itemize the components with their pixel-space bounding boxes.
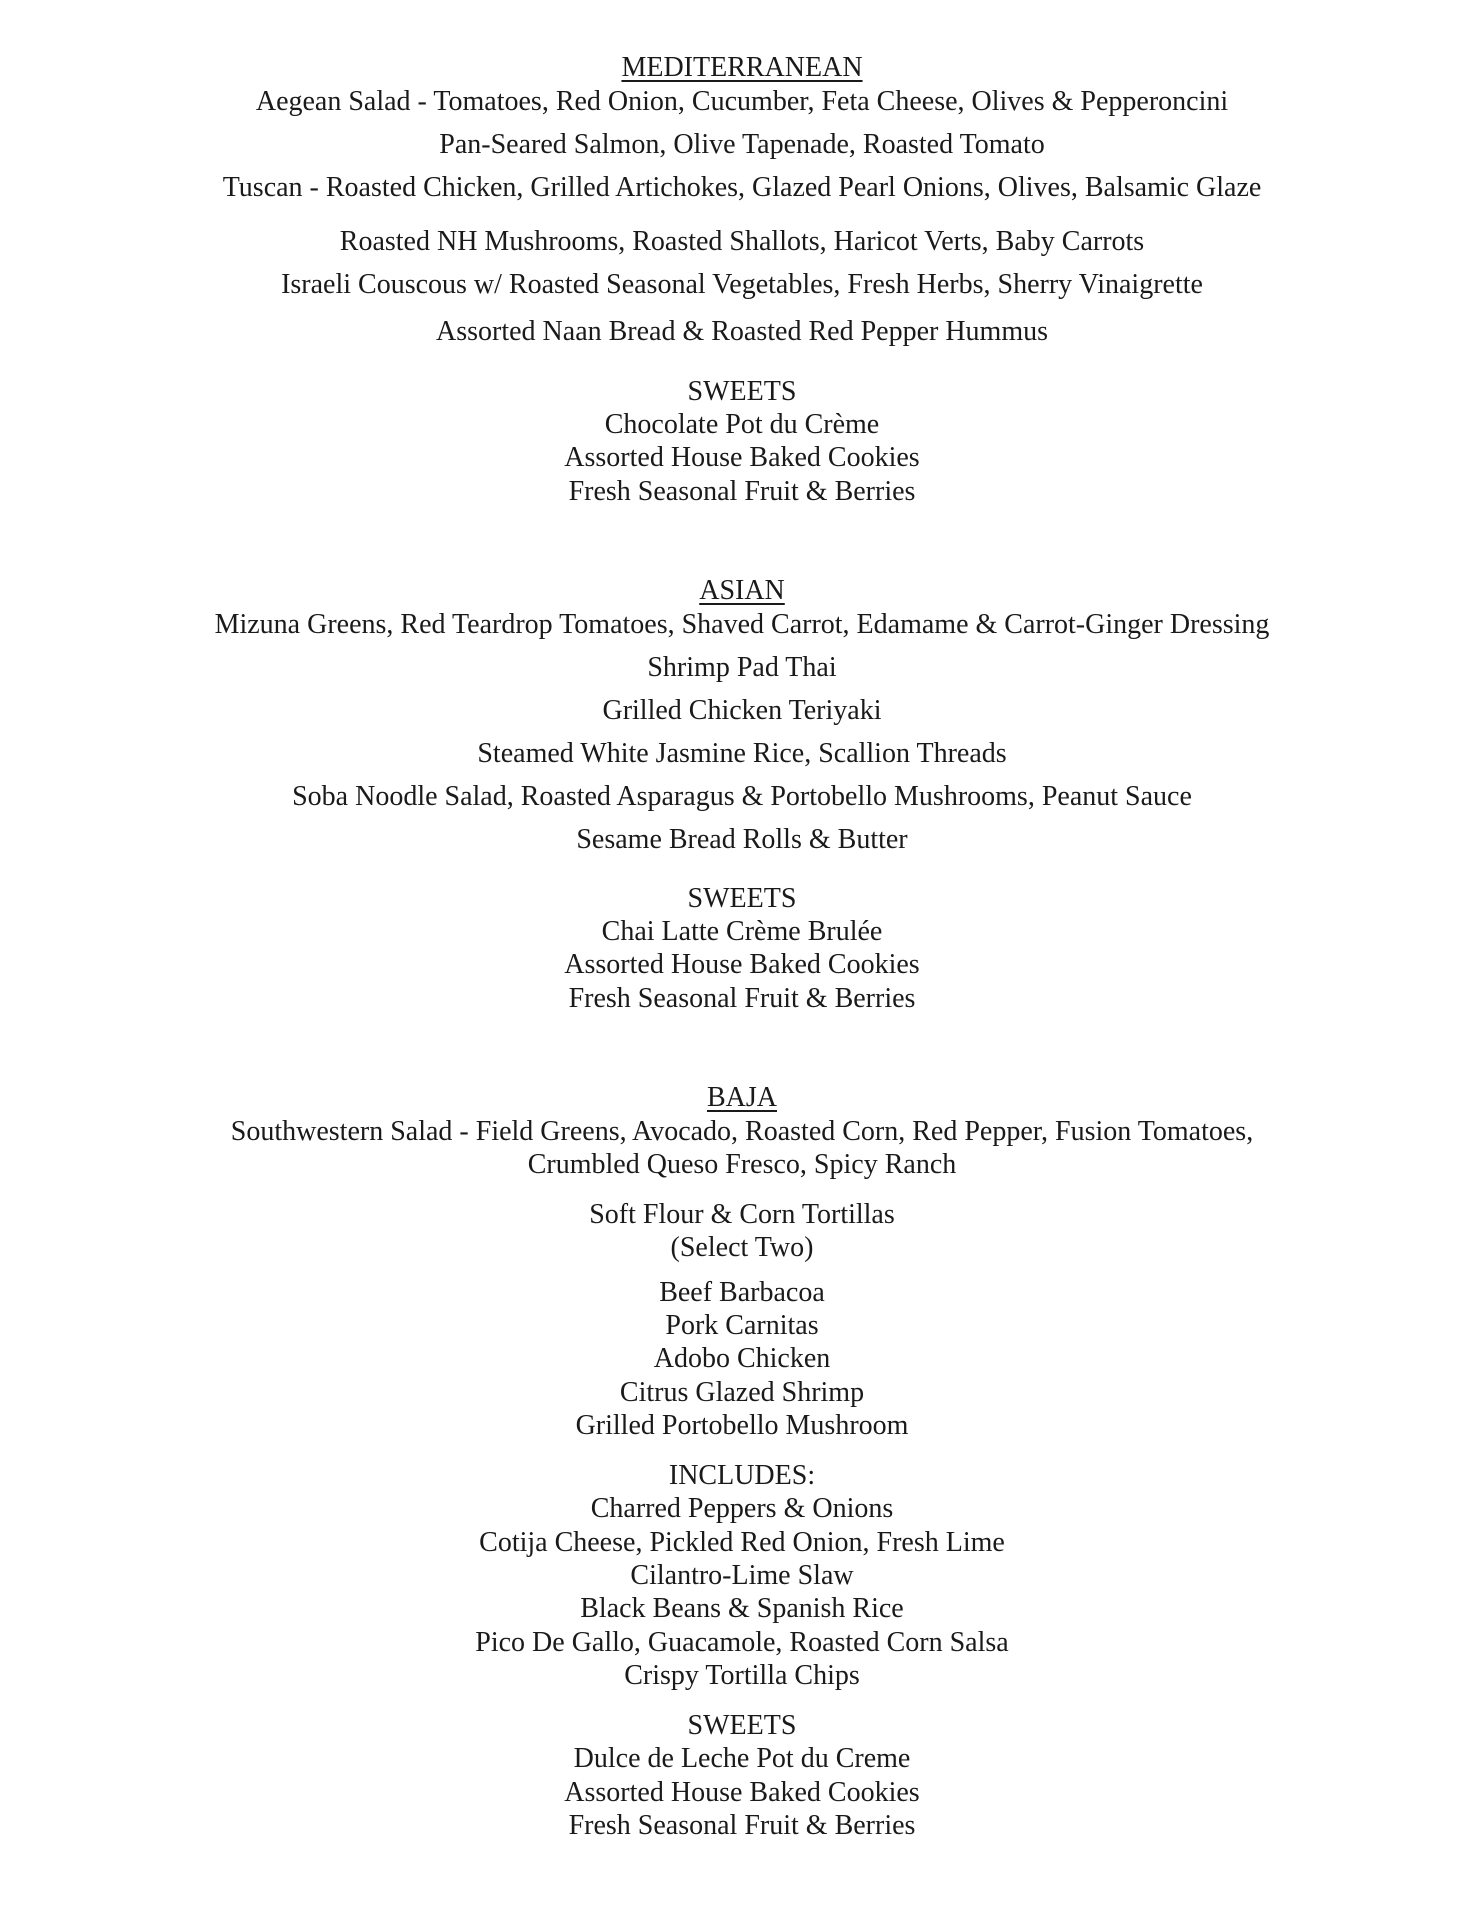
menu-item: Soft Flour & Corn Tortillas <box>589 1199 895 1230</box>
includes-item: Cilantro-Lime Slaw <box>630 1560 854 1591</box>
sweets-heading: SWEETS <box>687 1710 797 1741</box>
includes-item: Crispy Tortilla Chips <box>624 1660 860 1691</box>
menu-item: Shrimp Pad Thai <box>647 652 837 683</box>
section-heading-mediterranean: MEDITERRANEAN <box>621 52 863 83</box>
includes-item: Charred Peppers & Onions <box>590 1493 894 1524</box>
includes-item: Black Beans & Spanish Rice <box>580 1593 904 1624</box>
menu-item: Grilled Chicken Teriyaki <box>602 695 882 726</box>
menu-item: Tuscan - Roasted Chicken, Grilled Artichokes, Glazed Pearl Onions, Olives, Balsamic Glaze <box>222 172 1262 203</box>
menu-item: Pan-Seared Salmon, Olive Tapenade, Roasted Tomato <box>439 129 1045 160</box>
section-heading-asian: ASIAN <box>699 575 785 606</box>
sweets-item: Fresh Seasonal Fruit & Berries <box>568 476 916 507</box>
menu-item: Assorted Naan Bread & Roasted Red Pepper Hummus <box>436 316 1048 347</box>
includes-heading: INCLUDES: <box>668 1460 816 1491</box>
protein-item: Adobo Chicken <box>653 1343 831 1374</box>
sweets-item: Fresh Seasonal Fruit & Berries <box>568 1810 916 1841</box>
sweets-item: Chocolate Pot du Crème <box>604 409 880 440</box>
menu-item: Steamed White Jasmine Rice, Scallion Threads <box>477 738 1007 769</box>
includes-item: Pico De Gallo, Guacamole, Roasted Corn Salsa <box>475 1627 1009 1658</box>
sweets-item: Assorted House Baked Cookies <box>564 442 920 473</box>
protein-item: Grilled Portobello Mushroom <box>575 1410 909 1441</box>
protein-item: Pork Carnitas <box>665 1310 819 1341</box>
includes-item: Cotija Cheese, Pickled Red Onion, Fresh Lime <box>479 1527 1005 1558</box>
section-heading-baja: BAJA <box>706 1082 777 1113</box>
protein-item: Beef Barbacoa <box>659 1277 825 1308</box>
sweets-item: Fresh Seasonal Fruit & Berries <box>568 983 916 1014</box>
sweets-item: Assorted House Baked Cookies <box>564 1777 920 1808</box>
menu-item: Sesame Bread Rolls & Butter <box>576 824 908 855</box>
menu-item: Aegean Salad - Tomatoes, Red Onion, Cucumber, Feta Cheese, Olives & Pepperoncini <box>255 86 1229 117</box>
protein-item: Citrus Glazed Shrimp <box>619 1377 865 1408</box>
sweets-item: Assorted House Baked Cookies <box>564 949 920 980</box>
menu-item: Southwestern Salad - Field Greens, Avocado, Roasted Corn, Red Pepper, Fusion Tomatoes, <box>230 1116 1254 1147</box>
menu-item: Soba Noodle Salad, Roasted Asparagus & Portobello Mushrooms, Peanut Sauce <box>292 781 1192 812</box>
sweets-item: Dulce de Leche Pot du Creme <box>573 1743 911 1774</box>
menu-item: Roasted NH Mushrooms, Roasted Shallots, Haricot Verts, Baby Carrots <box>339 226 1145 257</box>
select-note: (Select Two) <box>670 1232 814 1263</box>
sweets-heading: SWEETS <box>687 883 797 914</box>
menu-item: Crumbled Queso Fresco, Spicy Ranch <box>527 1149 957 1180</box>
sweets-item: Chai Latte Crème Brulée <box>601 916 883 947</box>
sweets-heading: SWEETS <box>687 376 797 407</box>
menu-item: Mizuna Greens, Red Teardrop Tomatoes, Shaved Carrot, Edamame & Carrot-Ginger Dressing <box>214 609 1270 640</box>
menu-item: Israeli Couscous w/ Roasted Seasonal Vegetables, Fresh Herbs, Sherry Vinaigrette <box>281 269 1203 300</box>
